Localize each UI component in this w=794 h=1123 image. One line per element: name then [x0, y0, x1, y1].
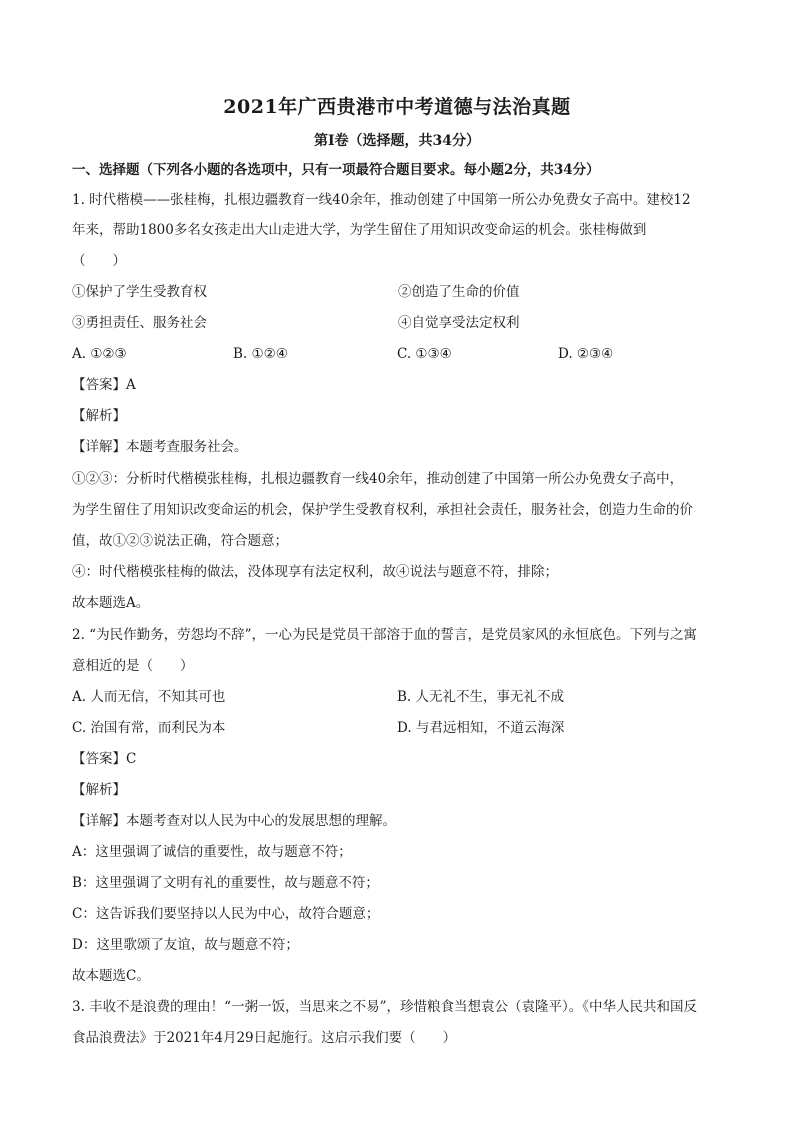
q1-explanation-line-3: 值，故①②③说法正确，符合题意； [72, 533, 288, 549]
q1-option-b: B. ①②④ [233, 346, 288, 362]
q1-explanation-line-4: ④：时代楷模张桂梅的做法，没体现享有法定权利，故④说法与题意不符，排除； [72, 564, 558, 580]
q1-option-d: D. ②③④ [558, 346, 614, 362]
q2-explanation-a: A：这里强调了诚信的重要性，故与题意不符； [72, 844, 352, 860]
section-heading: 一、选择题（下列各小题的各选项中，只有一项最符合题目要求。每小题2分，共34分） [72, 162, 600, 178]
q1-stem-line-1: 1. 时代楷模——张桂梅，扎根边疆教育一线40余年，推动创建了中国第一所公办免费女子高中。建校12 [72, 192, 691, 208]
q2-analysis-label: 【解析】 [72, 782, 126, 798]
q1-explanation-line-2: 为学生留住了用知识改变命运的机会，保护学生受教育权利，承担社会责任，服务社会，创造力生命的价 [72, 502, 693, 518]
document-subtitle: 第Ⅰ卷（选择题，共34分） [313, 133, 481, 149]
q3-stem-line-2: 食品浪费法》于2021年4月29日起施行。这启示我们要（ ） [72, 1030, 457, 1046]
q1-statement-2: ②创造了生命的价值 [398, 284, 520, 300]
q1-option-c: C. ①③④ [397, 346, 452, 362]
q1-analysis-label: 【解析】 [72, 408, 126, 424]
q1-statement-1: ①保护了学生受教育权 [72, 284, 207, 300]
q1-detail: 【详解】本题考查服务社会。 [72, 439, 248, 455]
q2-explanation-d: D：这里歌颂了友谊，故与题意不符； [72, 937, 299, 953]
q1-stem-line-2: 年来，帮助1800多名女孩走出大山走进大学，为学生留住了用知识改变命运的机会。张桂梅做到 [72, 222, 647, 238]
q2-option-a: A. 人而无信，不知其可也 [72, 689, 226, 705]
q2-explanation-b: B：这里强调了文明有礼的重要性，故与题意不符； [72, 875, 379, 891]
q2-option-d: D. 与君远相知，不道云海深 [397, 720, 565, 736]
q2-stem-line-1: 2. “为民作勤务，劳怨均不辞”，一心为民是党员干部溶于血的誓言，是党员家风的永恒底色。下列与之寓 [72, 627, 697, 643]
q1-answer: 【答案】A [72, 377, 136, 393]
q3-stem-line-1: 3. 丰收不是浪费的理由！“一粥一饭，当思来之不易”，珍惜粮食当想袁公（袁隆平）。《中华人民共和国反 [72, 999, 697, 1015]
q1-option-a: A. ①②③ [72, 346, 127, 362]
q2-explanation-c: C：这告诉我们要坚持以人民为中心，故符合题意； [72, 906, 380, 922]
q2-conclusion: 故本题选C。 [72, 968, 150, 984]
q1-explanation-line-1: ①②③：分析时代楷模张桂梅，扎根边疆教育一线40余年，推动创建了中国第一所公办免费女子高中， [72, 471, 684, 487]
q2-answer: 【答案】C [72, 751, 137, 767]
q1-statement-3: ③勇担责任、服务社会 [72, 315, 207, 331]
q1-conclusion: 故本题选A。 [72, 595, 150, 611]
q1-stem-line-3: （ ） [72, 253, 126, 269]
document-title: 2021年广西贵港市中考道德与法治真题 [223, 96, 571, 118]
q1-statement-4: ④自觉享受法定权利 [398, 315, 520, 331]
q2-option-b: B. 人无礼不生，事无礼不成 [397, 689, 565, 705]
q2-option-c: C. 治国有常，而利民为本 [72, 720, 226, 736]
q2-detail: 【详解】本题考查对以人民为中心的发展思想的理解。 [72, 813, 396, 829]
q2-stem-line-2: 意相近的是（ ） [72, 658, 194, 674]
